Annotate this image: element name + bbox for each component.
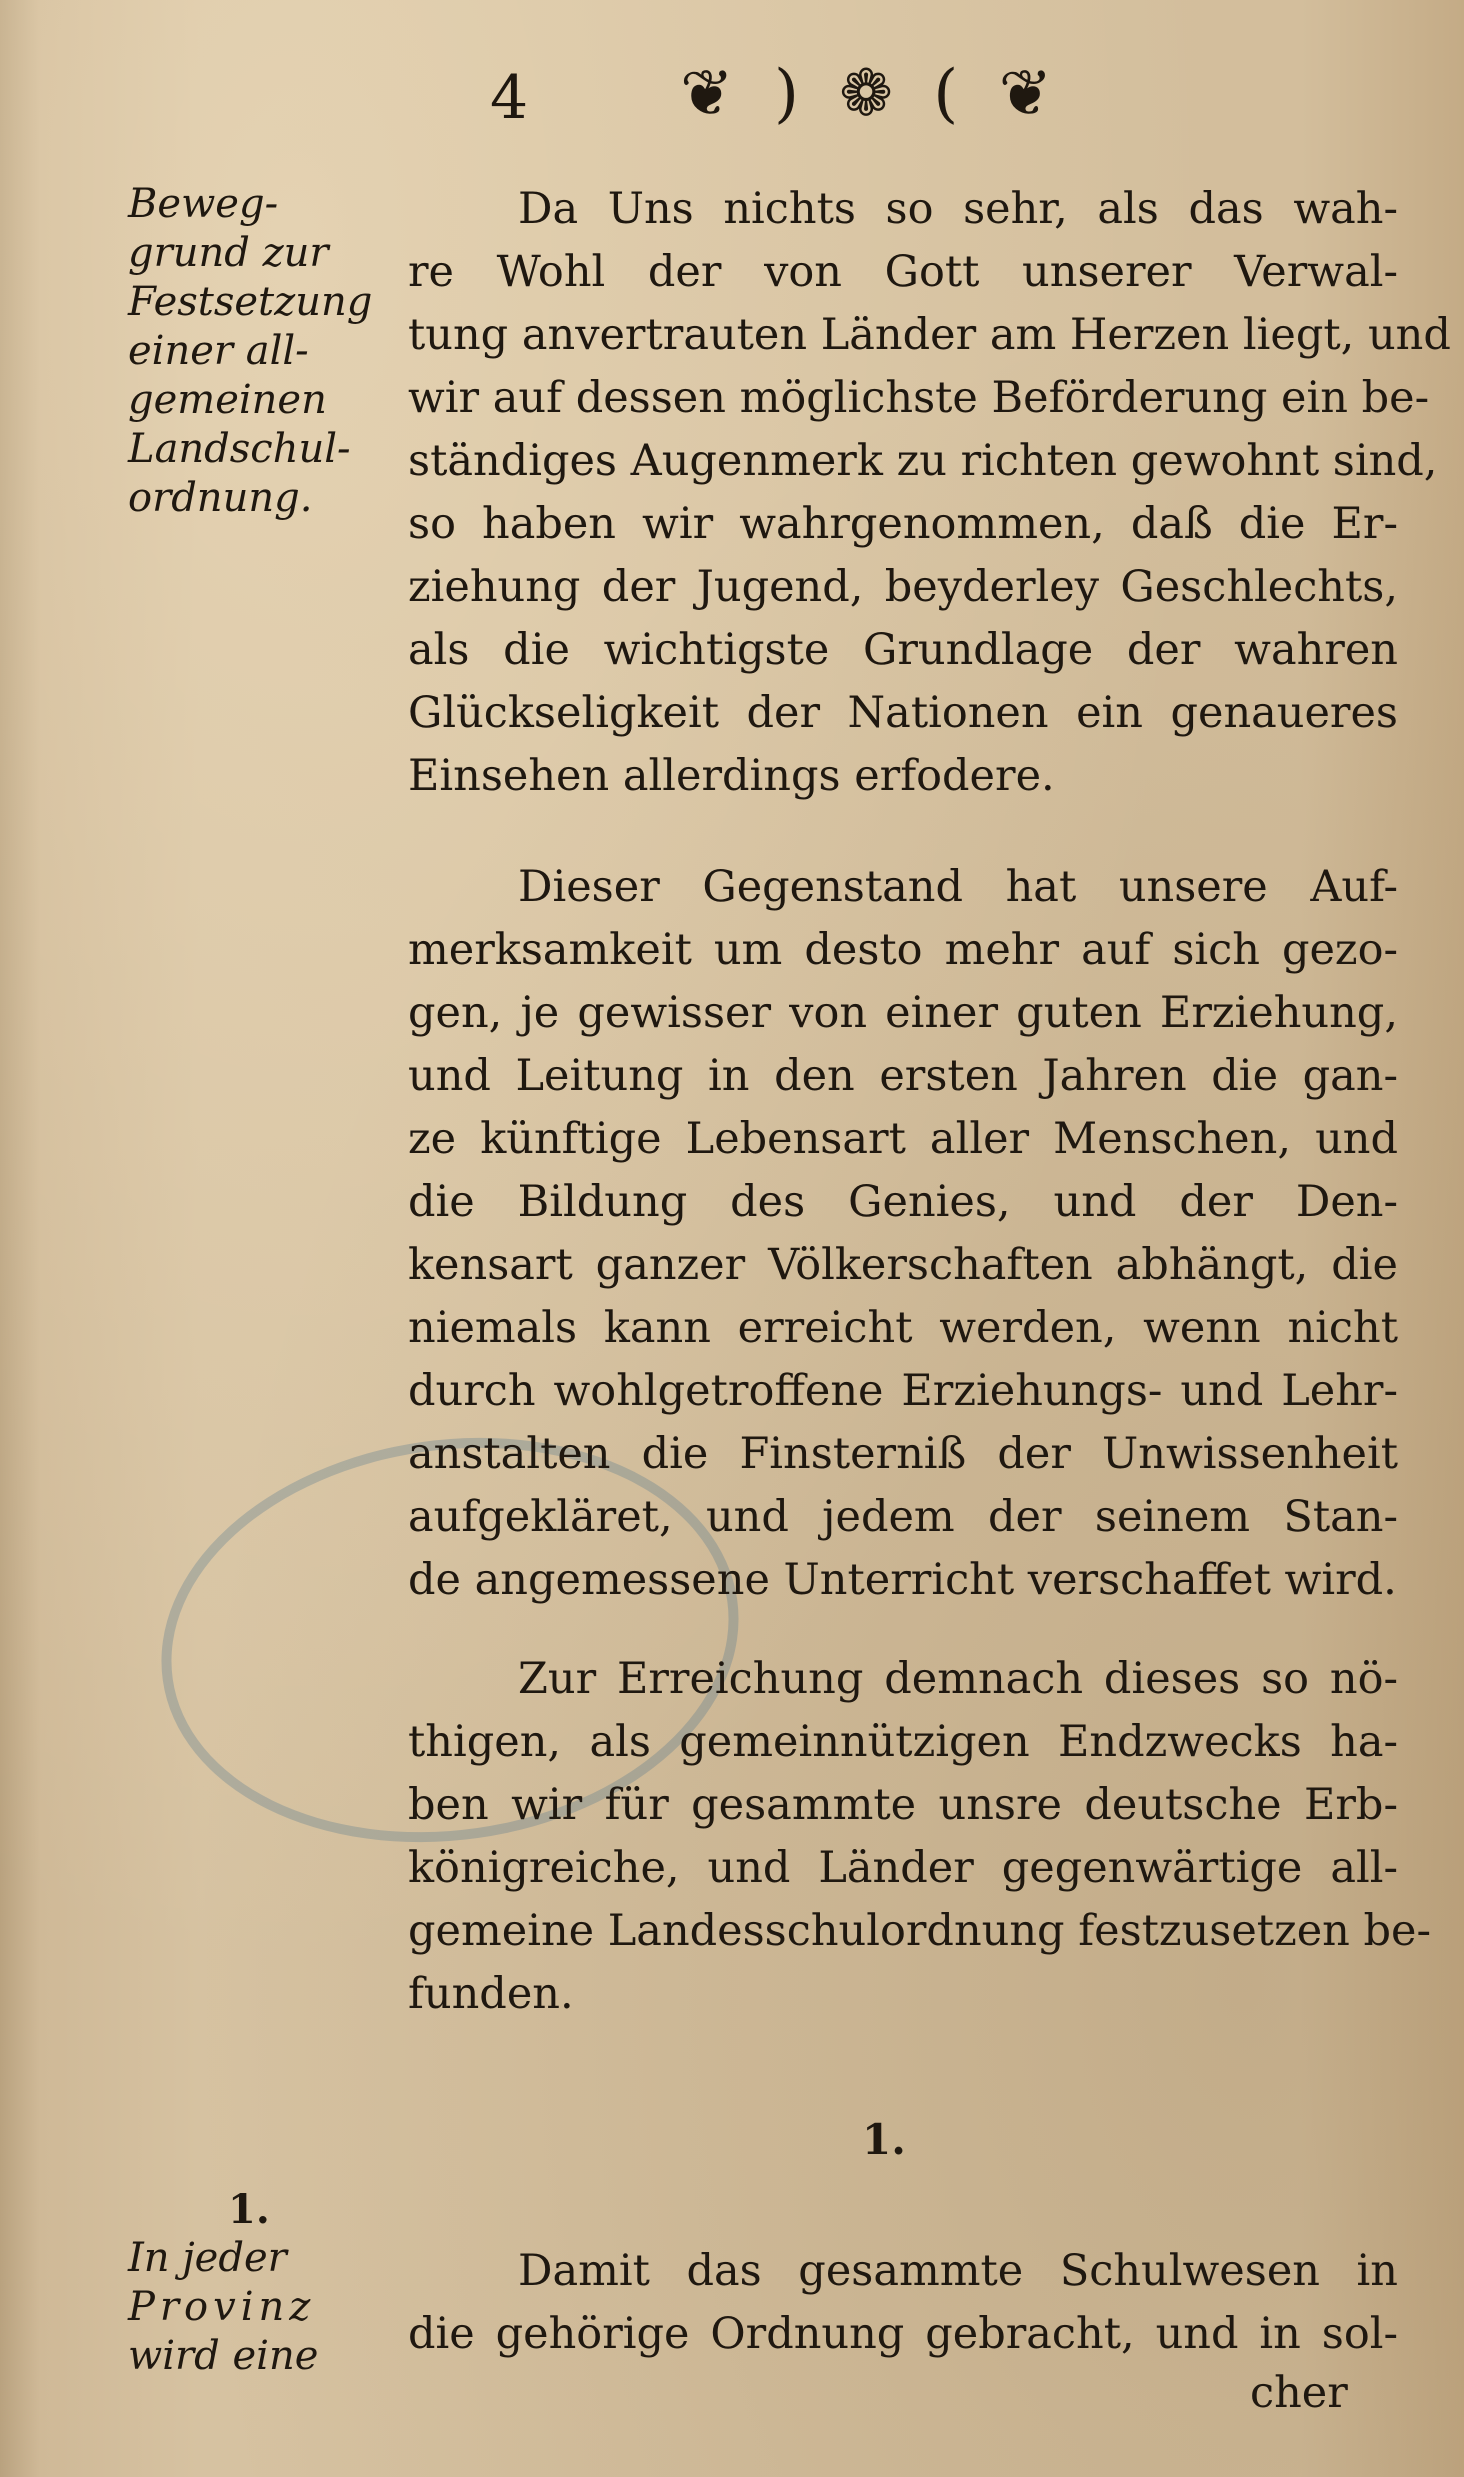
text-line: thigen, als gemeinnützigen Endzwecks ha- [408, 1717, 1398, 1767]
text-line: Einsehen allerdings erfodere. [408, 751, 1055, 801]
text-line: königreiche, und Länder gegenwärtige all- [408, 1843, 1398, 1893]
paragraph-2 [408, 856, 1398, 1612]
text-line: Glückseligkeit der Nationen ein genaueres [408, 688, 1398, 738]
marginal-line: Beweg- [128, 181, 279, 227]
marginal-line: Landschul- [128, 426, 351, 472]
marginal-note-1 [128, 180, 393, 523]
text-line: ben wir für gesammte unsre deutsche Erb- [408, 1780, 1398, 1830]
page-number: 4 [490, 63, 529, 133]
text-line: gen, je gewisser von einer guten Erziehung, [408, 988, 1398, 1038]
paragraph-4 [408, 2240, 1398, 2366]
text-line: die gehörige Ordnung gebracht, und in sol- [408, 2309, 1398, 2359]
marginal-line: Festsetzung [128, 279, 373, 325]
text-line: Da Uns nichts so sehr, als das wah- [518, 184, 1398, 234]
text-line: Zur Erreichung demnach dieses so nö- [518, 1654, 1398, 1704]
text-line: aufgekläret, und jedem der seinem Stan- [408, 1492, 1398, 1542]
text-line: gemeine Landesschulordnung festzusetzen be- [408, 1906, 1432, 1956]
text-line: merksamkeit um desto mehr auf sich gezo- [408, 925, 1398, 975]
marginal-line: wird eine [128, 2333, 319, 2379]
marginal-line: 1. [228, 2186, 270, 2233]
text-line: und Leitung in den ersten Jahren die gan- [408, 1051, 1398, 1101]
text-line: wir auf dessen möglichste Beförderung ein be- [408, 373, 1430, 423]
text-line: kensart ganzer Völkerschaften abhängt, die [408, 1240, 1398, 1290]
paragraph-3 [408, 1648, 1432, 2026]
text-line: tung anvertrauten Länder am Herzen liegt, und [408, 310, 1451, 360]
text-line: ziehung der Jugend, beyderley Geschlechts, [408, 562, 1398, 612]
text-line: re Wohl der von Gott unserer Verwal- [408, 247, 1398, 297]
text-line: ständiges Augenmerk zu richten gewohnt sind, [408, 436, 1438, 486]
marginal-line: Provinz [128, 2284, 316, 2330]
text-line: Damit das gesammte Schulwesen in [518, 2246, 1398, 2296]
marginal-line: ordnung. [128, 475, 313, 521]
text-line: Dieser Gegenstand hat unsere Auf- [518, 862, 1398, 912]
marginal-line: einer all- [128, 328, 309, 374]
text-line: niemals kann erreicht werden, wenn nicht [408, 1303, 1398, 1353]
header-ornament: ❦ ) ❁ ( ❦ [680, 57, 1063, 131]
text-line: als die wichtigste Grundlage der wahren [408, 625, 1398, 675]
paragraph-1 [408, 178, 1451, 808]
text-line: die Bildung des Genies, und der Den- [408, 1177, 1398, 1227]
marginal-line: In jeder [128, 2235, 287, 2281]
text-line: durch wohlgetroffene Erziehungs- und Lehr- [408, 1366, 1398, 1416]
text-line: funden. [408, 1969, 574, 2019]
text-line: ze künftige Lebensart aller Menschen, und [408, 1114, 1398, 1164]
text-line: so haben wir wahrgenommen, daß die Er- [408, 499, 1398, 549]
marginal-line: gemeinen [128, 377, 327, 423]
marginal-line: grund zur [128, 230, 329, 276]
text-line: anstalten die Finsterniß der Unwissenheit [408, 1429, 1398, 1479]
marginal-note-2 [128, 2185, 393, 2381]
section-number: 1. [862, 2115, 906, 2164]
page-header [0, 50, 1464, 140]
catchword: cher [1250, 2368, 1348, 2418]
text-line: de angemessene Unterricht verschaffet wird. [408, 1555, 1397, 1605]
